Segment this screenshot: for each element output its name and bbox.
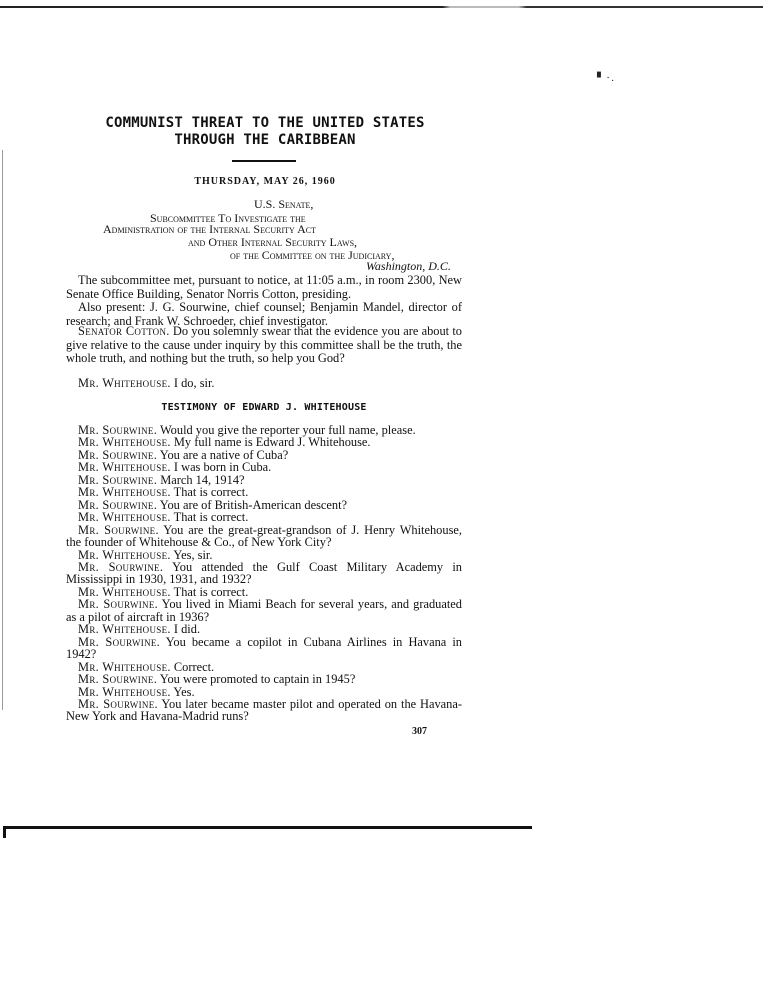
testimony-heading: TESTIMONY OF EDWARD J. WHITEHOUSE: [161, 402, 367, 413]
statement: You are the great-great-grandson of J. Henry Whitehouse, the founder of Whitehouse & Co., of New York City?: [66, 522, 462, 550]
statement: My full name is Edward J. Whitehouse.: [173, 435, 371, 450]
scan-speck-mark: ▘⸱.: [597, 73, 616, 84]
transcript-entry: [66, 598, 462, 623]
statement: Yes.: [173, 684, 195, 699]
statement: You attended the Gulf Coast Military Academy in Mississippi in 1930, 1931, and 1932?: [66, 559, 462, 587]
statement: That is correct.: [173, 485, 249, 500]
transcript-entry: [66, 698, 462, 723]
speaker: Mr. Whitehouse.: [78, 622, 171, 637]
oath-paragraph: [66, 325, 462, 366]
intro-paragraph: The subcommittee met, pursuant to notice, at 11:05 a.m., in room 2300, New Senate Office Building, Senator Norris Cotton, presiding.: [66, 273, 462, 301]
statement: Yes, sir.: [173, 547, 213, 562]
statement: That is correct.: [173, 584, 249, 599]
transcript-entry: [66, 524, 462, 549]
oath-answer: [66, 377, 462, 391]
statement: You are of British-American descent?: [159, 497, 348, 512]
speaker: Mr. Sourwine.: [78, 423, 158, 437]
answer-speaker: Mr. Whitehouse.: [78, 376, 171, 390]
speaker: Mr. Whitehouse.: [78, 460, 171, 475]
speaker: Mr. Whitehouse.: [78, 435, 171, 450]
title-line-2: THROUGH THE CARIBBEAN: [174, 132, 356, 148]
title-line-1: COMMUNIST THREAT TO THE UNITED STATES: [105, 115, 425, 131]
scan-bottom-edge: [5, 826, 532, 829]
speaker: Mr. Whitehouse.: [78, 547, 171, 562]
administration-line: Administration of the Internal Security Act: [103, 222, 316, 236]
speaker: Mr. Sourwine.: [78, 696, 158, 711]
speaker: Mr. Whitehouse.: [78, 485, 171, 500]
scan-left-edge: [2, 150, 3, 710]
speaker: Mr. Sourwine.: [78, 672, 158, 687]
speaker: Mr. Whitehouse.: [78, 659, 171, 674]
oath-speaker: Senator Cotton.: [78, 324, 170, 338]
present-paragraph: Also present: J. G. Sourwine, chief counsel; Benjamin Mandel, director of research; and Frank W. Schroeder, chief investigator.: [66, 300, 462, 328]
statement: You lived in Miami Beach for several years, and graduated as a pilot of aircraft in 1936?: [66, 597, 462, 624]
statement: I was born in Cuba.: [173, 460, 272, 475]
testimony-transcript: [66, 424, 462, 723]
speaker: Mr. Sourwine.: [78, 597, 159, 612]
oath-text: Do you solemnly swear that the evidence you are about to give relative to the cause under inquiry by this committee shall be the truth, the whole truth, and nothing but the truth, so help you God?: [66, 324, 462, 366]
statement: I did.: [173, 622, 201, 637]
place-line: Washington, D.C.: [366, 259, 451, 273]
statement: You are a native of Cuba?: [159, 447, 289, 462]
other-laws-line: and Other Internal Security Laws,: [188, 235, 358, 249]
answer-text: I do, sir.: [173, 376, 215, 390]
transcript-entry: [66, 561, 462, 586]
speaker: Mr. Sourwine.: [78, 447, 158, 462]
subcommittee-line: Subcommittee To Investigate the: [150, 211, 306, 225]
statement: You were promoted to captain in 1945?: [159, 672, 356, 687]
document-title: [70, 115, 460, 149]
statement: You became a copilot in Cubana Airlines in Havana in 1942?: [66, 634, 462, 662]
speaker: Mr. Whitehouse.: [78, 510, 171, 525]
page-number: 307: [412, 726, 427, 737]
statement: March 14, 1914?: [160, 472, 245, 487]
speaker: Mr. Sourwine.: [78, 497, 158, 512]
committee-line: of the Committee on the Judiciary,: [230, 248, 395, 262]
title-rule: [232, 160, 296, 162]
speaker: Mr. Sourwine.: [78, 634, 161, 649]
speaker: Mr. Sourwine.: [78, 559, 164, 574]
speaker: Mr. Sourwine.: [78, 472, 158, 487]
scan-top-edge: [0, 6, 763, 8]
statement: That is correct.: [173, 510, 249, 525]
hearing-date: THURSDAY, MAY 26, 1960: [194, 176, 336, 187]
transcript-entry: [66, 636, 462, 661]
speaker: Mr. Whitehouse.: [78, 684, 171, 699]
scan-bottom-corner: [3, 826, 6, 838]
statement: Would you give the reporter your full name, please.: [159, 423, 416, 437]
statement: You later became master pilot and operated on the Havana-New York and Havana-Madrid runs?: [66, 696, 462, 724]
statement: Correct.: [173, 659, 215, 674]
senate-line: U.S. Senate,: [254, 197, 314, 211]
speaker: Mr. Whitehouse.: [78, 584, 171, 599]
speaker: Mr. Sourwine.: [78, 522, 159, 537]
